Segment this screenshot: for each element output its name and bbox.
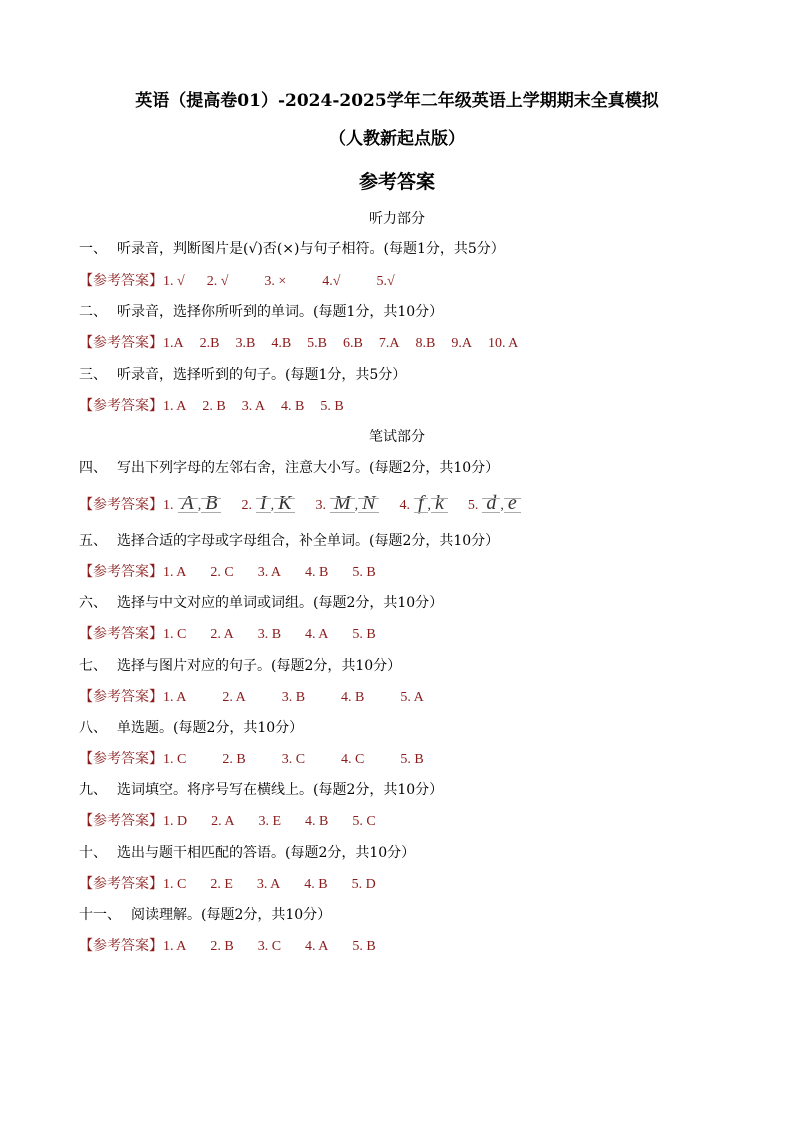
question-number: 三、	[79, 367, 107, 383]
handwritten-letter: f	[417, 492, 424, 514]
answer-number: 1.	[163, 498, 174, 513]
handwritten-letter: e	[507, 492, 517, 514]
question-number: 九、	[79, 782, 107, 798]
answer-item: 3. ×	[264, 274, 287, 289]
answer-item: 1. A	[163, 399, 187, 414]
answer-item: 5. B	[400, 752, 424, 767]
answer-item: 5.B	[307, 336, 327, 351]
handwriting-answer	[163, 492, 219, 515]
answer-row	[79, 623, 376, 643]
listening-part-heading: 听力部分	[369, 211, 425, 227]
handwriting-answer	[399, 492, 445, 515]
answer-item: 8.B	[415, 336, 436, 351]
answer-item: 2. C	[210, 565, 234, 580]
answer-item: 1. C	[163, 752, 187, 767]
answer-item: 5. C	[352, 814, 376, 829]
answer-row	[79, 561, 376, 581]
question-text: 写出下列字母的左邻右舍，注意大小写。(每题2分，共10分）	[117, 460, 500, 476]
answer-item: 1. D	[163, 814, 188, 829]
question-number: 十、	[79, 845, 107, 861]
answer-item: 4. A	[305, 627, 329, 642]
question-heading	[79, 904, 331, 924]
answer-item: 5. B	[352, 627, 376, 642]
answer-label: 【参考答案】	[79, 497, 163, 513]
answer-item: 10. A	[487, 336, 519, 351]
answer-item: 2. B	[210, 939, 234, 954]
answer-item: 5. D	[351, 877, 376, 892]
answer-item: 5. B	[320, 399, 344, 414]
answer-item: 3. B	[257, 627, 282, 642]
answer-item: 5. B	[352, 939, 376, 954]
answer-item: 2. B	[202, 399, 226, 414]
letter-separator: ,	[270, 498, 275, 513]
answer-item: 3. E	[258, 814, 282, 829]
answer-row	[79, 270, 395, 290]
letter-separator: ,	[354, 498, 359, 513]
question-number: 五、	[79, 533, 107, 549]
question-heading	[79, 842, 415, 862]
question-number: 六、	[79, 595, 107, 611]
answer-row	[79, 395, 344, 415]
handwritten-letter: M	[333, 492, 351, 514]
answer-item: 3. A	[257, 565, 282, 580]
answer-item: 6.B	[343, 336, 363, 351]
answer-row	[79, 686, 424, 706]
handwritten-letter: k	[435, 492, 444, 514]
answer-number: 3.	[315, 498, 326, 513]
question-text: 听录音，选择听到的句子。(每题1分，共5分）	[117, 367, 407, 383]
answer-item: 9.A	[451, 336, 472, 351]
answer-heading: 参考答案	[358, 171, 435, 193]
question-heading	[79, 364, 406, 384]
answer-label: 【参考答案】	[79, 938, 163, 954]
question-heading	[79, 592, 443, 612]
handwritten-letter: d	[486, 492, 497, 514]
answer-item: 2. √	[206, 274, 229, 289]
answer-item: 4. C	[341, 752, 365, 767]
page-title: 英语（提高卷01）-2024-2025学年二年级英语上学期期末全真模拟	[135, 91, 659, 111]
answer-row	[79, 873, 376, 893]
answer-label: 【参考答案】	[79, 689, 163, 705]
answer-item: 4.√	[322, 274, 341, 289]
question-heading	[79, 530, 499, 550]
answer-item: 5. A	[400, 690, 424, 705]
answer-item: 7.A	[378, 336, 400, 351]
question-text: 选出与题干相匹配的答语。(每题2分，共10分）	[117, 845, 416, 861]
answer-label: 【参考答案】	[79, 876, 163, 892]
handwritten-letter: A	[181, 492, 194, 514]
answer-item: 3. A	[256, 877, 281, 892]
handwritten-letter: I	[259, 492, 267, 514]
handwriting-answer	[468, 492, 519, 515]
question-heading	[79, 301, 443, 321]
question-text: 听录音，选择你所听到的单词。(每题1分，共10分）	[117, 304, 444, 320]
question-number: 一、	[79, 241, 107, 257]
answer-item: 1. C	[163, 877, 187, 892]
answer-label: 【参考答案】	[79, 564, 163, 580]
answer-item: 1. A	[163, 690, 187, 705]
letter-separator: ,	[427, 498, 432, 513]
question-heading	[79, 238, 505, 258]
handwriting-answer	[241, 492, 293, 515]
answer-item: 3. C	[257, 939, 282, 954]
answer-item: 2. A	[211, 814, 235, 829]
answer-item: 2. A	[222, 690, 246, 705]
question-heading	[79, 717, 303, 737]
question-text: 阅读理解。(每题2分，共10分）	[131, 907, 332, 923]
answer-item: 4. B	[305, 814, 329, 829]
answer-item: 3. B	[281, 690, 306, 705]
question-heading	[79, 779, 443, 799]
answer-row	[79, 748, 424, 768]
answer-item: 2.B	[199, 336, 220, 351]
answer-item: 2. E	[210, 877, 233, 892]
answer-label: 【参考答案】	[79, 626, 163, 642]
answer-row	[79, 332, 518, 352]
answer-item: 4. B	[304, 877, 328, 892]
answer-item: 4. B	[281, 399, 305, 414]
answer-label: 【参考答案】	[79, 273, 163, 289]
question-number: 八、	[79, 720, 107, 736]
answer-item: 3.B	[235, 336, 256, 351]
question-heading	[79, 655, 401, 675]
question-number: 二、	[79, 304, 107, 320]
question-heading	[79, 457, 499, 477]
answer-row	[79, 810, 376, 830]
letter-separator: ,	[500, 498, 504, 513]
answer-item: 4. A	[305, 939, 329, 954]
handwritten-letter: K	[278, 492, 292, 514]
answer-item: 2. A	[210, 627, 234, 642]
answer-row	[79, 935, 376, 955]
handwritten-letter: N	[362, 492, 376, 514]
answer-number: 5.	[467, 498, 479, 513]
answer-item: 1. A	[163, 565, 187, 580]
answer-item: 3. C	[281, 752, 306, 767]
answer-item: 3. A	[241, 399, 266, 414]
question-number: 十一、	[79, 907, 121, 923]
answer-item: 5. B	[352, 565, 376, 580]
question-number: 四、	[79, 460, 107, 476]
answer-item: 5.√	[376, 274, 395, 289]
answer-number: 2.	[241, 498, 252, 513]
answer-number: 4.	[399, 498, 410, 513]
question-text: 选择与图片对应的句子。(每题2分，共10分）	[117, 658, 402, 674]
answer-label: 【参考答案】	[79, 335, 163, 351]
answer-item: 1. √	[163, 274, 185, 289]
question-text: 单选题。(每题2分，共10分）	[117, 720, 304, 736]
answer-item: 4. B	[305, 565, 329, 580]
answer-label: 【参考答案】	[79, 398, 163, 414]
answer-item: 2. B	[222, 752, 246, 767]
writing-part-heading: 笔试部分	[369, 429, 425, 445]
answer-row	[79, 492, 519, 515]
answer-label: 【参考答案】	[79, 813, 163, 829]
question-text: 选词填空。将序号写在横线上。(每题2分，共10分）	[117, 782, 444, 798]
answer-item: 4.B	[271, 336, 292, 351]
answer-item: 1.A	[163, 336, 184, 351]
question-text: 听录音，判断图片是(√)否(×)与句子相符。(每题1分，共5分）	[117, 241, 505, 257]
handwriting-answer	[315, 492, 377, 515]
answer-item: 4. B	[341, 690, 365, 705]
question-number: 七、	[79, 658, 107, 674]
handwritten-letter: B	[205, 492, 218, 514]
answer-item: 1. A	[163, 939, 187, 954]
letter-separator: ,	[197, 498, 202, 513]
answer-label: 【参考答案】	[79, 751, 163, 767]
answer-item: 1. C	[163, 627, 187, 642]
page-subtitle: （人教新起点版）	[329, 129, 465, 149]
question-text: 选择合适的字母或字母组合，补全单词。(每题2分，共10分）	[117, 533, 500, 549]
question-text: 选择与中文对应的单词或词组。(每题2分，共10分）	[117, 595, 444, 611]
